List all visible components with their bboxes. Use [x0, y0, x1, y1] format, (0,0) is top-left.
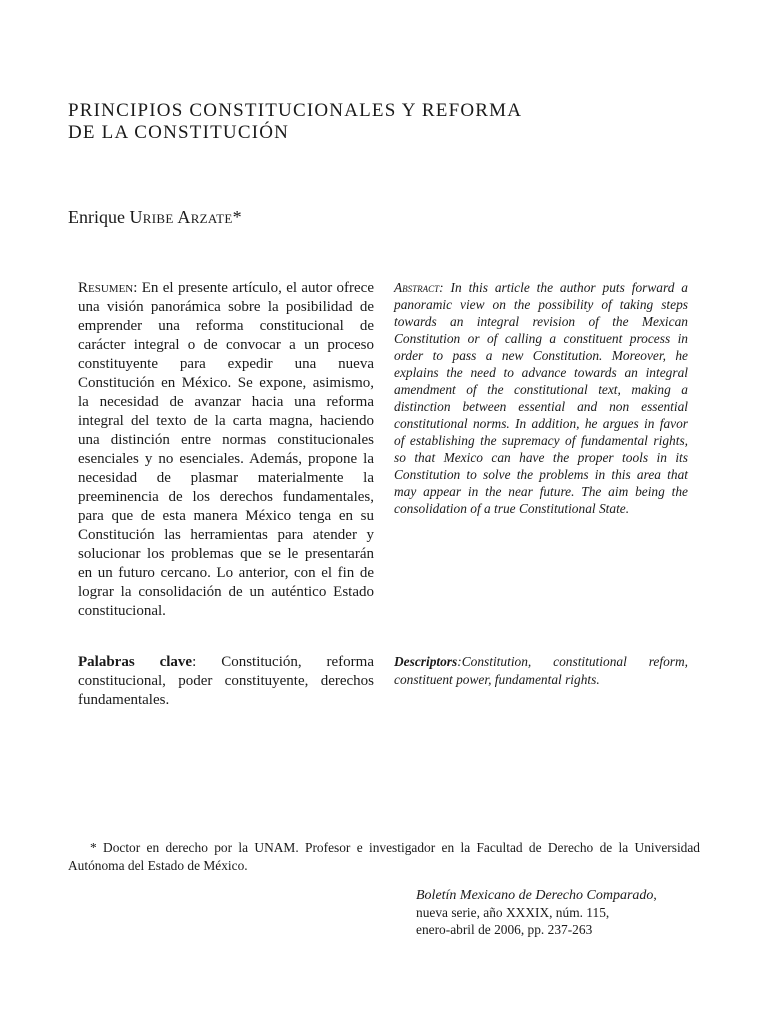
- descriptors-text: Constitution, constitutional reform, constituent power, fundamental rights.: [394, 654, 688, 687]
- abstract-block: [394, 279, 688, 517]
- author-footnote-mark: *: [232, 207, 242, 227]
- descriptors-separator: :: [457, 654, 462, 669]
- palabras-clave-separator: :: [192, 654, 197, 670]
- article-title: [68, 100, 708, 144]
- article-title-line-2: DE LA CONSTITUCIÓN: [68, 122, 290, 143]
- resumen-block: [78, 279, 374, 621]
- author-first-name: Enrique: [68, 207, 125, 227]
- palabras-clave-label: Palabras clave: [78, 654, 193, 670]
- journal-citation: [416, 886, 716, 938]
- resumen-label: Resumen:: [78, 280, 138, 296]
- citation-issue: nueva serie, año XXXIX, núm. 115,: [416, 905, 610, 920]
- article-title-line-1: PRINCIPIOS CONSTITUCIONALES Y REFORMA: [68, 100, 523, 121]
- footnote-text: * Doctor en derecho por la UNAM. Profesor e investigador en la Facultad de Derecho de la Universidad Autónoma del Estado de México.: [68, 840, 700, 873]
- author-footnote: [68, 839, 700, 875]
- palabras-clave-block: [78, 653, 374, 710]
- journal-name-suffix: ,: [653, 887, 657, 902]
- journal-name: Boletín Mexicano de Derecho Comparado: [416, 888, 654, 903]
- descriptors-block: [394, 653, 688, 689]
- descriptors-label: Descriptors: [394, 654, 458, 669]
- abstract-label: Abstract:: [394, 280, 444, 295]
- palabras-clave-text: Constitución, reforma constitucional, poder constituyente, derechos fundamentales.: [78, 654, 375, 708]
- author-surname: Uribe Arzate: [129, 207, 233, 227]
- author-name: [68, 206, 242, 228]
- resumen-text: En el presente artículo, el autor ofrece una visión panorámica sobre la posibilidad de emprender una reforma constitucional de carácter integral o de convocar a un proceso constituyente para expedir una nueva Constitución en México. Se expone, asimismo, la necesidad de avanzar hacia una reforma integral del texto de la carta magna, haciendo una distinción entre normas constitucionales esenciales y no esenciales. Además, propone la necesidad de plasmar materialmente la preeminencia de los derechos fundamentales, para que de esta manera México tenga en su Constitución las herramientas para atender y solucionar los problemas que se le presentarán en un futuro cercano. Lo anterior, con el fin de lograr la consolidación de un auténtico Estado constitucional.: [78, 280, 375, 619]
- citation-pages: enero-abril de 2006, pp. 237-263: [416, 922, 593, 937]
- abstract-text: In this article the author puts forward a panoramic view on the possibility of taking steps towards an integral revision of the Mexican Constitution or of calling a constituent process in order to pass a new Constitution. Moreover, he explains the need to advance towards an integral amendment of the constitutional text, making a distinction between essential and non essential constitutional norms. In addition, he argues in favor of establishing the supremacy of fundamental rights, so that Mexico can have the proper tools in its Constitution to solve the problems in this area that may appear in the near future. The aim being the consolidation of a true Constitutional State.: [394, 280, 688, 516]
